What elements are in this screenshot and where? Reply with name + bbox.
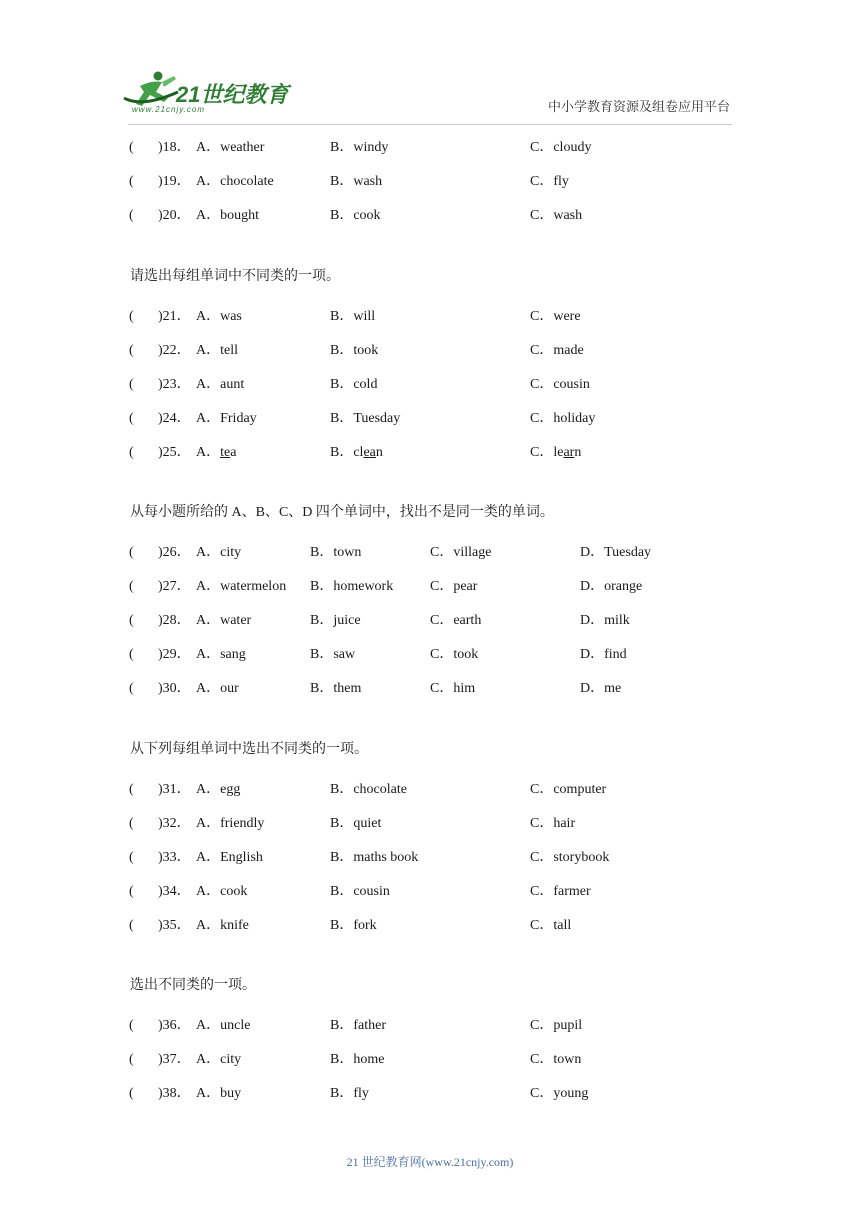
answer-blank[interactable]: ( bbox=[129, 411, 134, 426]
option-c: C．made bbox=[530, 343, 584, 358]
option-d: D．me bbox=[580, 681, 622, 696]
option-a: A．was bbox=[196, 309, 242, 324]
option-d: D．milk bbox=[580, 613, 630, 628]
answer-blank[interactable]: ( bbox=[129, 140, 134, 155]
option-a: A．knife bbox=[196, 918, 249, 933]
question-row bbox=[0, 409, 860, 429]
question-row bbox=[0, 375, 860, 395]
runner-icon bbox=[124, 72, 178, 107]
option-c: C．town bbox=[530, 1052, 582, 1067]
option-d: D．find bbox=[580, 647, 627, 662]
question-number: )29． bbox=[158, 647, 191, 662]
option-c: C．cloudy bbox=[530, 140, 592, 155]
option-b: B．windy bbox=[330, 140, 389, 155]
section-heading: 选出不同类的一项。 bbox=[130, 978, 256, 993]
question-number: )37． bbox=[158, 1052, 191, 1067]
option-a: A．city bbox=[196, 545, 242, 560]
brand-logo bbox=[122, 68, 297, 116]
question-row bbox=[0, 172, 860, 192]
option-c: C．farmer bbox=[530, 884, 591, 899]
option-c: C．earth bbox=[430, 613, 482, 628]
option-a: A．water bbox=[196, 613, 252, 628]
answer-blank[interactable]: ( bbox=[129, 816, 134, 831]
question-number: )27． bbox=[158, 579, 191, 594]
platform-title: 中小学教育资源及组卷应用平台 bbox=[548, 99, 731, 114]
option-c: C．computer bbox=[530, 782, 607, 797]
answer-blank[interactable]: ( bbox=[129, 613, 134, 628]
question-row bbox=[0, 543, 860, 563]
option-a: A．sang bbox=[196, 647, 246, 662]
question-number: )28． bbox=[158, 613, 191, 628]
option-a: A．our bbox=[196, 681, 239, 696]
question-number: )31． bbox=[158, 782, 191, 797]
question-row bbox=[0, 138, 860, 158]
question-row bbox=[0, 645, 860, 665]
svg-text:www.21cnjy.com: www.21cnjy.com bbox=[132, 105, 205, 114]
question-number: )35． bbox=[158, 918, 191, 933]
option-b: B．cousin bbox=[330, 884, 390, 899]
option-b: B．homework bbox=[310, 579, 394, 594]
question-row bbox=[0, 882, 860, 902]
section-heading: 从下列每组单词中选出不同类的一项。 bbox=[130, 742, 368, 757]
option-c: C．pear bbox=[430, 579, 478, 594]
answer-blank[interactable]: ( bbox=[129, 1018, 134, 1033]
question-number: )24． bbox=[158, 411, 191, 426]
answer-blank[interactable]: ( bbox=[129, 377, 134, 392]
option-c: C．storybook bbox=[530, 850, 610, 865]
option-a: A．tea bbox=[196, 445, 237, 460]
question-row bbox=[0, 679, 860, 699]
question-number: )36． bbox=[158, 1018, 191, 1033]
option-a: A．English bbox=[196, 850, 263, 865]
answer-blank[interactable]: ( bbox=[129, 545, 134, 560]
question-row bbox=[0, 848, 860, 868]
option-b: B．quiet bbox=[330, 816, 382, 831]
option-b: B．took bbox=[330, 343, 379, 358]
question-row bbox=[0, 1016, 860, 1036]
answer-blank[interactable]: ( bbox=[129, 1086, 134, 1101]
option-c: C．cousin bbox=[530, 377, 590, 392]
answer-blank[interactable]: ( bbox=[129, 850, 134, 865]
option-b: B．Tuesday bbox=[330, 411, 401, 426]
answer-blank[interactable]: ( bbox=[129, 309, 134, 324]
question-row bbox=[0, 611, 860, 631]
question-row bbox=[0, 814, 860, 834]
option-c: C．him bbox=[430, 681, 476, 696]
option-a: A．aunt bbox=[196, 377, 245, 392]
option-a: A．chocolate bbox=[196, 174, 274, 189]
svg-text:21世纪教育: 21世纪教育 bbox=[176, 82, 289, 107]
answer-blank[interactable]: ( bbox=[129, 445, 134, 460]
question-row bbox=[0, 1084, 860, 1104]
page-footer: 21 世纪教育网(www.21cnjy.com) bbox=[346, 1155, 514, 1169]
option-b: B．chocolate bbox=[330, 782, 407, 797]
question-row bbox=[0, 307, 860, 327]
question-number: )25． bbox=[158, 445, 191, 460]
answer-blank[interactable]: ( bbox=[129, 918, 134, 933]
answer-blank[interactable]: ( bbox=[129, 174, 134, 189]
question-row bbox=[0, 341, 860, 361]
question-number: )26． bbox=[158, 545, 191, 560]
option-c: C．village bbox=[430, 545, 492, 560]
option-b: B．town bbox=[310, 545, 362, 560]
answer-blank[interactable]: ( bbox=[129, 1052, 134, 1067]
option-a: A．friendly bbox=[196, 816, 265, 831]
option-a: A．bought bbox=[196, 208, 259, 223]
option-b: B．them bbox=[310, 681, 362, 696]
option-d: D．Tuesday bbox=[580, 545, 652, 560]
option-c: C．wash bbox=[530, 208, 583, 223]
option-a: A．weather bbox=[196, 140, 265, 155]
section-heading: 从每小题所给的 A、B、C、D 四个单词中，找出不是同一类的单词。 bbox=[130, 505, 554, 520]
question-row bbox=[0, 780, 860, 800]
option-b: B．cook bbox=[330, 208, 381, 223]
option-b: B．maths book bbox=[330, 850, 419, 865]
option-a: A．watermelon bbox=[196, 579, 287, 594]
answer-blank[interactable]: ( bbox=[129, 681, 134, 696]
option-b: B．cold bbox=[330, 377, 378, 392]
option-b: B．fork bbox=[330, 918, 377, 933]
option-b: B．father bbox=[330, 1018, 386, 1033]
option-c: C．were bbox=[530, 309, 581, 324]
option-c: C．tall bbox=[530, 918, 572, 933]
answer-blank[interactable]: ( bbox=[129, 579, 134, 594]
question-row bbox=[0, 916, 860, 936]
option-a: A．uncle bbox=[196, 1018, 251, 1033]
question-row bbox=[0, 1050, 860, 1070]
option-c: C．took bbox=[430, 647, 479, 662]
answer-blank[interactable]: ( bbox=[129, 208, 134, 223]
question-number: )20． bbox=[158, 208, 191, 223]
section-heading: 请选出每组单词中不同类的一项。 bbox=[130, 269, 340, 284]
option-b: B．juice bbox=[310, 613, 361, 628]
question-row bbox=[0, 577, 860, 597]
question-number: )38． bbox=[158, 1086, 191, 1101]
option-a: A．buy bbox=[196, 1086, 242, 1101]
question-number: )32． bbox=[158, 816, 191, 831]
question-row bbox=[0, 443, 860, 463]
question-number: )23． bbox=[158, 377, 191, 392]
answer-blank[interactable]: ( bbox=[129, 647, 134, 662]
question-number: )33． bbox=[158, 850, 191, 865]
option-c: C．hair bbox=[530, 816, 576, 831]
option-b: B．will bbox=[330, 309, 376, 324]
question-number: )18． bbox=[158, 140, 191, 155]
question-row bbox=[0, 206, 860, 226]
answer-blank[interactable]: ( bbox=[129, 343, 134, 358]
option-a: A．Friday bbox=[196, 411, 257, 426]
question-number: )21． bbox=[158, 309, 191, 324]
option-a: A．egg bbox=[196, 782, 241, 797]
option-b: B．home bbox=[330, 1052, 385, 1067]
option-c: C．fly bbox=[530, 174, 569, 189]
option-d: D．orange bbox=[580, 579, 643, 594]
option-a: A．city bbox=[196, 1052, 242, 1067]
option-a: A．cook bbox=[196, 884, 248, 899]
option-b: B．clean bbox=[330, 445, 383, 460]
option-b: B．fly bbox=[330, 1086, 369, 1101]
option-c: C．young bbox=[530, 1086, 589, 1101]
question-number: )34． bbox=[158, 884, 191, 899]
answer-blank[interactable]: ( bbox=[129, 782, 134, 797]
option-c: C．learn bbox=[530, 445, 582, 460]
answer-blank[interactable]: ( bbox=[129, 884, 134, 899]
option-b: B．wash bbox=[330, 174, 383, 189]
question-number: )30． bbox=[158, 681, 191, 696]
option-c: C．holiday bbox=[530, 411, 596, 426]
option-b: B．saw bbox=[310, 647, 356, 662]
question-number: )22． bbox=[158, 343, 191, 358]
header-divider bbox=[128, 124, 732, 125]
option-c: C．pupil bbox=[530, 1018, 583, 1033]
question-number: )19． bbox=[158, 174, 191, 189]
option-a: A．tell bbox=[196, 343, 238, 358]
